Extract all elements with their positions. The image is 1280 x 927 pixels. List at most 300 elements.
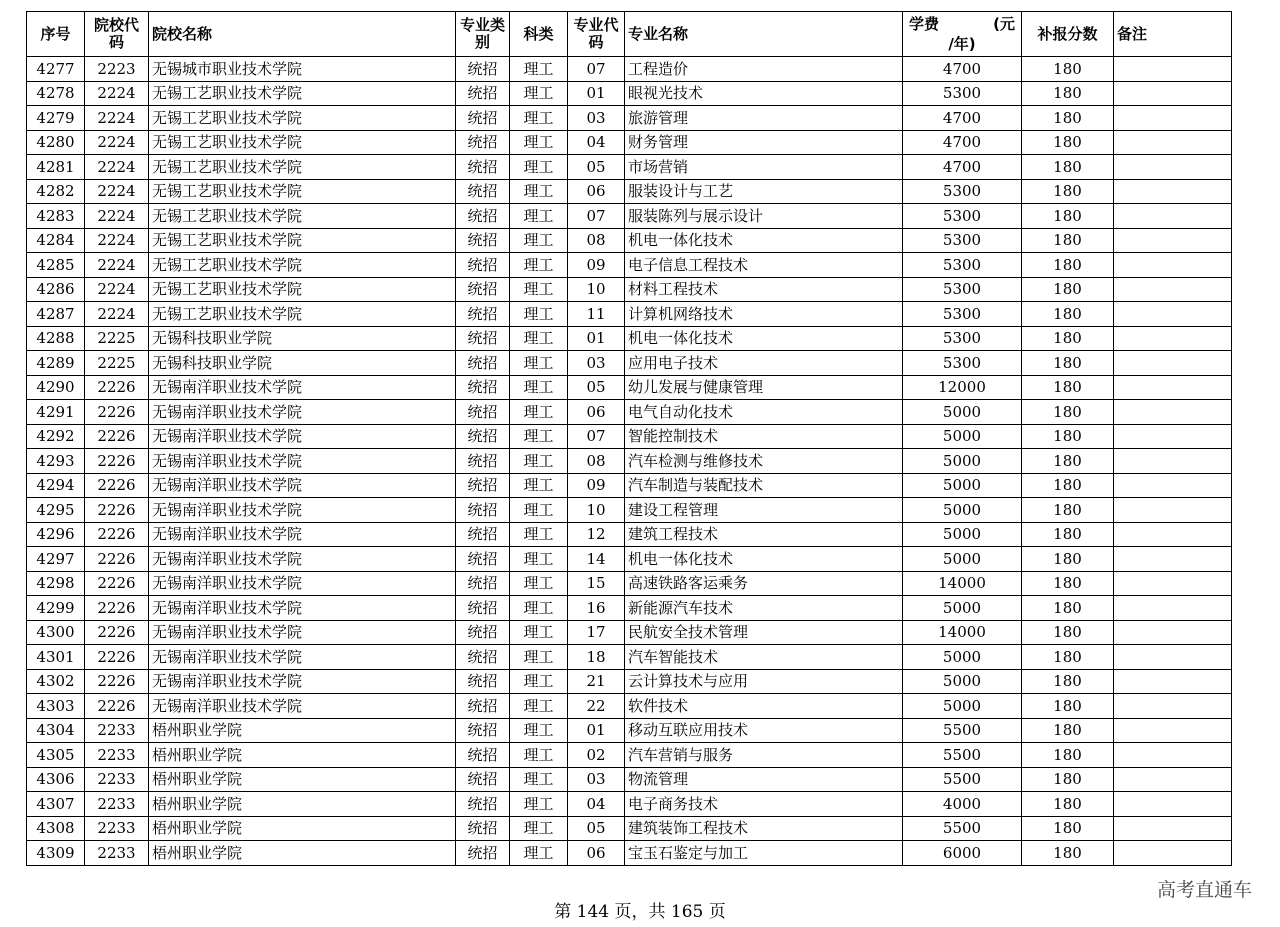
cell-category: 理工 <box>510 400 568 425</box>
cell-fee: 5300 <box>903 179 1022 204</box>
cell-major-type: 统招 <box>456 326 510 351</box>
cell-school-code: 2224 <box>85 106 149 131</box>
cell-score: 180 <box>1022 816 1114 841</box>
cell-major-type: 统招 <box>456 645 510 670</box>
cell-major-name: 汽车检测与维修技术 <box>625 449 903 474</box>
cell-category: 理工 <box>510 792 568 817</box>
cell-seq: 4287 <box>27 302 85 327</box>
cell-school-name: 梧州职业学院 <box>149 767 456 792</box>
table-row <box>27 596 1232 621</box>
cell-major-name: 汽车智能技术 <box>625 645 903 670</box>
cell-school-code: 2226 <box>85 620 149 645</box>
cell-note <box>1114 106 1232 131</box>
watermark: 高考直通车 <box>1156 879 1252 901</box>
cell-note <box>1114 155 1232 180</box>
cell-seq: 4288 <box>27 326 85 351</box>
cell-major-code: 15 <box>568 571 625 596</box>
cell-note <box>1114 130 1232 155</box>
header-score: 补报分数 <box>1022 12 1114 57</box>
cell-major-name: 建筑工程技术 <box>625 522 903 547</box>
cell-school-code: 2233 <box>85 841 149 866</box>
cell-category: 理工 <box>510 547 568 572</box>
cell-note <box>1114 620 1232 645</box>
header-seq: 序号 <box>27 12 85 57</box>
table-row <box>27 620 1232 645</box>
page-footer: 第 144 页，共 165 页 <box>554 902 726 922</box>
cell-school-name: 无锡科技职业学院 <box>149 351 456 376</box>
cell-school-code: 2233 <box>85 718 149 743</box>
cell-fee: 5300 <box>903 81 1022 106</box>
cell-seq: 4285 <box>27 253 85 278</box>
cell-note <box>1114 228 1232 253</box>
header-fee-label: 学费 <box>909 15 940 33</box>
cell-note <box>1114 571 1232 596</box>
cell-note <box>1114 743 1232 768</box>
cell-note <box>1114 326 1232 351</box>
cell-score: 180 <box>1022 694 1114 719</box>
cell-major-type: 统招 <box>456 302 510 327</box>
cell-category: 理工 <box>510 571 568 596</box>
cell-major-type: 统招 <box>456 694 510 719</box>
header-fee-per-year: /年) <box>948 35 976 53</box>
cell-category: 理工 <box>510 106 568 131</box>
cell-school-code: 2223 <box>85 57 149 82</box>
cell-school-code: 2224 <box>85 155 149 180</box>
cell-score: 180 <box>1022 522 1114 547</box>
cell-category: 理工 <box>510 816 568 841</box>
cell-score: 180 <box>1022 571 1114 596</box>
header-row <box>27 12 1232 57</box>
cell-score: 180 <box>1022 302 1114 327</box>
cell-score: 180 <box>1022 620 1114 645</box>
header-major-name: 专业名称 <box>625 12 903 57</box>
cell-score: 180 <box>1022 767 1114 792</box>
cell-major-code: 05 <box>568 375 625 400</box>
table-row <box>27 302 1232 327</box>
cell-major-name: 汽车营销与服务 <box>625 743 903 768</box>
table-row <box>27 253 1232 278</box>
cell-school-code: 2225 <box>85 351 149 376</box>
cell-seq: 4295 <box>27 498 85 523</box>
cell-major-type: 统招 <box>456 375 510 400</box>
cell-fee: 5000 <box>903 522 1022 547</box>
cell-category: 理工 <box>510 326 568 351</box>
cell-category: 理工 <box>510 694 568 719</box>
table-row <box>27 277 1232 302</box>
cell-note <box>1114 694 1232 719</box>
cell-category: 理工 <box>510 424 568 449</box>
cell-major-code: 09 <box>568 253 625 278</box>
cell-school-name: 无锡城市职业技术学院 <box>149 57 456 82</box>
cell-score: 180 <box>1022 57 1114 82</box>
cell-school-name: 无锡工艺职业技术学院 <box>149 277 456 302</box>
header-school-name: 院校名称 <box>149 12 456 57</box>
cell-fee: 6000 <box>903 841 1022 866</box>
cell-major-name: 旅游管理 <box>625 106 903 131</box>
cell-school-code: 2226 <box>85 694 149 719</box>
cell-major-name: 应用电子技术 <box>625 351 903 376</box>
table-row <box>27 351 1232 376</box>
cell-major-code: 08 <box>568 449 625 474</box>
cell-fee: 5300 <box>903 302 1022 327</box>
cell-school-code: 2233 <box>85 816 149 841</box>
cell-major-name: 物流管理 <box>625 767 903 792</box>
cell-school-code: 2226 <box>85 571 149 596</box>
cell-seq: 4291 <box>27 400 85 425</box>
cell-school-code: 2226 <box>85 522 149 547</box>
cell-category: 理工 <box>510 351 568 376</box>
cell-major-type: 统招 <box>456 81 510 106</box>
cell-category: 理工 <box>510 767 568 792</box>
table-row <box>27 473 1232 498</box>
cell-school-name: 梧州职业学院 <box>149 743 456 768</box>
cell-major-type: 统招 <box>456 718 510 743</box>
cell-school-name: 无锡南洋职业技术学院 <box>149 473 456 498</box>
cell-major-code: 10 <box>568 277 625 302</box>
cell-note <box>1114 400 1232 425</box>
cell-fee: 5300 <box>903 228 1022 253</box>
cell-seq: 4305 <box>27 743 85 768</box>
cell-score: 180 <box>1022 449 1114 474</box>
table-row <box>27 743 1232 768</box>
cell-major-name: 服装陈列与展示设计 <box>625 204 903 229</box>
table-row <box>27 645 1232 670</box>
cell-seq: 4307 <box>27 792 85 817</box>
cell-category: 理工 <box>510 253 568 278</box>
cell-seq: 4279 <box>27 106 85 131</box>
cell-score: 180 <box>1022 792 1114 817</box>
cell-score: 180 <box>1022 155 1114 180</box>
cell-score: 180 <box>1022 130 1114 155</box>
cell-seq: 4301 <box>27 645 85 670</box>
cell-major-name: 幼儿发展与健康管理 <box>625 375 903 400</box>
table-row <box>27 718 1232 743</box>
cell-major-name: 建筑装饰工程技术 <box>625 816 903 841</box>
cell-major-code: 03 <box>568 106 625 131</box>
cell-school-name: 无锡工艺职业技术学院 <box>149 253 456 278</box>
cell-major-type: 统招 <box>456 498 510 523</box>
cell-major-type: 统招 <box>456 204 510 229</box>
header-school-code: 院校代码 <box>85 12 149 57</box>
cell-major-name: 云计算技术与应用 <box>625 669 903 694</box>
cell-school-name: 无锡科技职业学院 <box>149 326 456 351</box>
cell-school-name: 无锡工艺职业技术学院 <box>149 106 456 131</box>
cell-seq: 4289 <box>27 351 85 376</box>
cell-fee: 5000 <box>903 669 1022 694</box>
cell-seq: 4283 <box>27 204 85 229</box>
cell-fee: 5000 <box>903 694 1022 719</box>
table-row <box>27 204 1232 229</box>
cell-school-code: 2224 <box>85 204 149 229</box>
cell-school-code: 2225 <box>85 326 149 351</box>
cell-school-code: 2224 <box>85 253 149 278</box>
table-row <box>27 498 1232 523</box>
cell-note <box>1114 596 1232 621</box>
cell-note <box>1114 718 1232 743</box>
cell-major-name: 移动互联应用技术 <box>625 718 903 743</box>
table-row <box>27 571 1232 596</box>
cell-note <box>1114 375 1232 400</box>
cell-major-name: 汽车制造与装配技术 <box>625 473 903 498</box>
table-body <box>27 57 1232 866</box>
cell-category: 理工 <box>510 743 568 768</box>
cell-note <box>1114 669 1232 694</box>
cell-seq: 4284 <box>27 228 85 253</box>
cell-major-name: 新能源汽车技术 <box>625 596 903 621</box>
cell-category: 理工 <box>510 179 568 204</box>
cell-category: 理工 <box>510 596 568 621</box>
admission-table <box>26 11 1232 866</box>
cell-fee: 4700 <box>903 106 1022 131</box>
cell-major-code: 04 <box>568 130 625 155</box>
cell-fee: 5000 <box>903 547 1022 572</box>
cell-major-code: 07 <box>568 424 625 449</box>
cell-seq: 4299 <box>27 596 85 621</box>
cell-score: 180 <box>1022 547 1114 572</box>
cell-major-code: 14 <box>568 547 625 572</box>
cell-category: 理工 <box>510 669 568 694</box>
cell-score: 180 <box>1022 400 1114 425</box>
cell-category: 理工 <box>510 375 568 400</box>
cell-major-name: 眼视光技术 <box>625 81 903 106</box>
cell-note <box>1114 767 1232 792</box>
cell-score: 180 <box>1022 375 1114 400</box>
cell-major-type: 统招 <box>456 547 510 572</box>
cell-major-type: 统招 <box>456 596 510 621</box>
cell-school-code: 2224 <box>85 81 149 106</box>
cell-fee: 4700 <box>903 130 1022 155</box>
cell-school-name: 无锡工艺职业技术学院 <box>149 81 456 106</box>
cell-major-code: 12 <box>568 522 625 547</box>
cell-note <box>1114 498 1232 523</box>
table-row <box>27 106 1232 131</box>
cell-major-name: 机电一体化技术 <box>625 326 903 351</box>
cell-seq: 4280 <box>27 130 85 155</box>
cell-seq: 4303 <box>27 694 85 719</box>
cell-fee: 5500 <box>903 743 1022 768</box>
cell-category: 理工 <box>510 645 568 670</box>
cell-fee: 5500 <box>903 767 1022 792</box>
cell-category: 理工 <box>510 620 568 645</box>
table-row <box>27 179 1232 204</box>
cell-school-name: 无锡南洋职业技术学院 <box>149 547 456 572</box>
cell-school-code: 2226 <box>85 596 149 621</box>
cell-school-name: 梧州职业学院 <box>149 816 456 841</box>
cell-major-code: 01 <box>568 718 625 743</box>
table-row <box>27 547 1232 572</box>
cell-seq: 4282 <box>27 179 85 204</box>
cell-score: 180 <box>1022 841 1114 866</box>
cell-major-type: 统招 <box>456 228 510 253</box>
cell-category: 理工 <box>510 302 568 327</box>
table-row <box>27 81 1232 106</box>
cell-fee: 5300 <box>903 277 1022 302</box>
cell-seq: 4296 <box>27 522 85 547</box>
cell-school-name: 无锡南洋职业技术学院 <box>149 498 456 523</box>
table-row <box>27 228 1232 253</box>
cell-school-code: 2226 <box>85 498 149 523</box>
cell-major-code: 06 <box>568 841 625 866</box>
cell-score: 180 <box>1022 179 1114 204</box>
cell-major-code: 06 <box>568 400 625 425</box>
cell-major-name: 材料工程技术 <box>625 277 903 302</box>
cell-category: 理工 <box>510 81 568 106</box>
cell-score: 180 <box>1022 743 1114 768</box>
cell-major-name: 计算机网络技术 <box>625 302 903 327</box>
table-row <box>27 57 1232 82</box>
cell-major-name: 财务管理 <box>625 130 903 155</box>
cell-seq: 4306 <box>27 767 85 792</box>
header-category: 科类 <box>510 12 568 57</box>
cell-school-code: 2233 <box>85 767 149 792</box>
cell-major-type: 统招 <box>456 767 510 792</box>
header-major-type: 专业类别 <box>456 12 510 57</box>
cell-major-name: 高速铁路客运乘务 <box>625 571 903 596</box>
cell-seq: 4281 <box>27 155 85 180</box>
cell-school-code: 2226 <box>85 424 149 449</box>
cell-category: 理工 <box>510 473 568 498</box>
cell-major-name: 市场营销 <box>625 155 903 180</box>
cell-score: 180 <box>1022 228 1114 253</box>
cell-major-type: 统招 <box>456 669 510 694</box>
table-row <box>27 449 1232 474</box>
cell-category: 理工 <box>510 449 568 474</box>
cell-note <box>1114 57 1232 82</box>
cell-score: 180 <box>1022 596 1114 621</box>
cell-seq: 4297 <box>27 547 85 572</box>
cell-seq: 4278 <box>27 81 85 106</box>
cell-school-code: 2224 <box>85 302 149 327</box>
cell-major-code: 04 <box>568 792 625 817</box>
cell-seq: 4294 <box>27 473 85 498</box>
cell-fee: 5300 <box>903 253 1022 278</box>
cell-major-code: 18 <box>568 645 625 670</box>
cell-major-code: 03 <box>568 767 625 792</box>
cell-category: 理工 <box>510 204 568 229</box>
cell-major-code: 16 <box>568 596 625 621</box>
cell-school-name: 无锡南洋职业技术学院 <box>149 400 456 425</box>
cell-score: 180 <box>1022 81 1114 106</box>
cell-fee: 4700 <box>903 155 1022 180</box>
cell-major-name: 软件技术 <box>625 694 903 719</box>
cell-school-code: 2226 <box>85 645 149 670</box>
cell-major-code: 11 <box>568 302 625 327</box>
cell-school-code: 2233 <box>85 743 149 768</box>
table-row <box>27 792 1232 817</box>
cell-score: 180 <box>1022 204 1114 229</box>
cell-school-code: 2224 <box>85 179 149 204</box>
table-row <box>27 841 1232 866</box>
cell-category: 理工 <box>510 155 568 180</box>
cell-score: 180 <box>1022 669 1114 694</box>
cell-major-code: 22 <box>568 694 625 719</box>
cell-major-name: 电气自动化技术 <box>625 400 903 425</box>
cell-seq: 4298 <box>27 571 85 596</box>
cell-school-name: 无锡南洋职业技术学院 <box>149 620 456 645</box>
cell-note <box>1114 449 1232 474</box>
cell-score: 180 <box>1022 424 1114 449</box>
cell-school-code: 2233 <box>85 792 149 817</box>
cell-note <box>1114 351 1232 376</box>
cell-category: 理工 <box>510 130 568 155</box>
cell-note <box>1114 645 1232 670</box>
table-row <box>27 130 1232 155</box>
cell-note <box>1114 473 1232 498</box>
cell-note <box>1114 522 1232 547</box>
cell-major-type: 统招 <box>456 106 510 131</box>
cell-major-type: 统招 <box>456 179 510 204</box>
cell-school-name: 无锡南洋职业技术学院 <box>149 375 456 400</box>
cell-score: 180 <box>1022 473 1114 498</box>
table-row <box>27 326 1232 351</box>
cell-school-name: 无锡南洋职业技术学院 <box>149 424 456 449</box>
cell-major-name: 建设工程管理 <box>625 498 903 523</box>
table-row <box>27 767 1232 792</box>
cell-score: 180 <box>1022 106 1114 131</box>
table-row <box>27 694 1232 719</box>
cell-major-code: 02 <box>568 743 625 768</box>
cell-fee: 5500 <box>903 816 1022 841</box>
table-row <box>27 424 1232 449</box>
cell-major-name: 工程造价 <box>625 57 903 82</box>
cell-major-type: 统招 <box>456 155 510 180</box>
cell-major-code: 09 <box>568 473 625 498</box>
cell-school-code: 2226 <box>85 400 149 425</box>
cell-school-name: 无锡工艺职业技术学院 <box>149 228 456 253</box>
cell-note <box>1114 547 1232 572</box>
cell-seq: 4293 <box>27 449 85 474</box>
cell-school-name: 无锡南洋职业技术学院 <box>149 571 456 596</box>
cell-major-code: 21 <box>568 669 625 694</box>
cell-fee: 5500 <box>903 718 1022 743</box>
cell-school-name: 梧州职业学院 <box>149 841 456 866</box>
cell-score: 180 <box>1022 645 1114 670</box>
header-fee <box>903 12 1022 57</box>
cell-seq: 4290 <box>27 375 85 400</box>
cell-fee: 4000 <box>903 792 1022 817</box>
cell-major-type: 统招 <box>456 522 510 547</box>
cell-score: 180 <box>1022 718 1114 743</box>
cell-school-code: 2224 <box>85 228 149 253</box>
cell-major-type: 统招 <box>456 400 510 425</box>
cell-school-code: 2226 <box>85 669 149 694</box>
cell-major-code: 03 <box>568 351 625 376</box>
cell-seq: 4302 <box>27 669 85 694</box>
cell-major-code: 08 <box>568 228 625 253</box>
cell-category: 理工 <box>510 228 568 253</box>
cell-fee: 5300 <box>903 326 1022 351</box>
cell-fee: 14000 <box>903 571 1022 596</box>
cell-major-name: 智能控制技术 <box>625 424 903 449</box>
cell-school-name: 无锡工艺职业技术学院 <box>149 179 456 204</box>
cell-major-type: 统招 <box>456 130 510 155</box>
cell-major-code: 01 <box>568 81 625 106</box>
cell-major-code: 07 <box>568 57 625 82</box>
cell-seq: 4292 <box>27 424 85 449</box>
cell-fee: 5000 <box>903 449 1022 474</box>
cell-fee: 5300 <box>903 204 1022 229</box>
cell-major-name: 民航安全技术管理 <box>625 620 903 645</box>
cell-major-type: 统招 <box>456 473 510 498</box>
cell-school-code: 2226 <box>85 375 149 400</box>
cell-school-name: 无锡工艺职业技术学院 <box>149 155 456 180</box>
cell-category: 理工 <box>510 718 568 743</box>
cell-major-type: 统招 <box>456 277 510 302</box>
cell-seq: 4309 <box>27 841 85 866</box>
cell-fee: 5000 <box>903 400 1022 425</box>
cell-score: 180 <box>1022 326 1114 351</box>
cell-major-code: 06 <box>568 179 625 204</box>
